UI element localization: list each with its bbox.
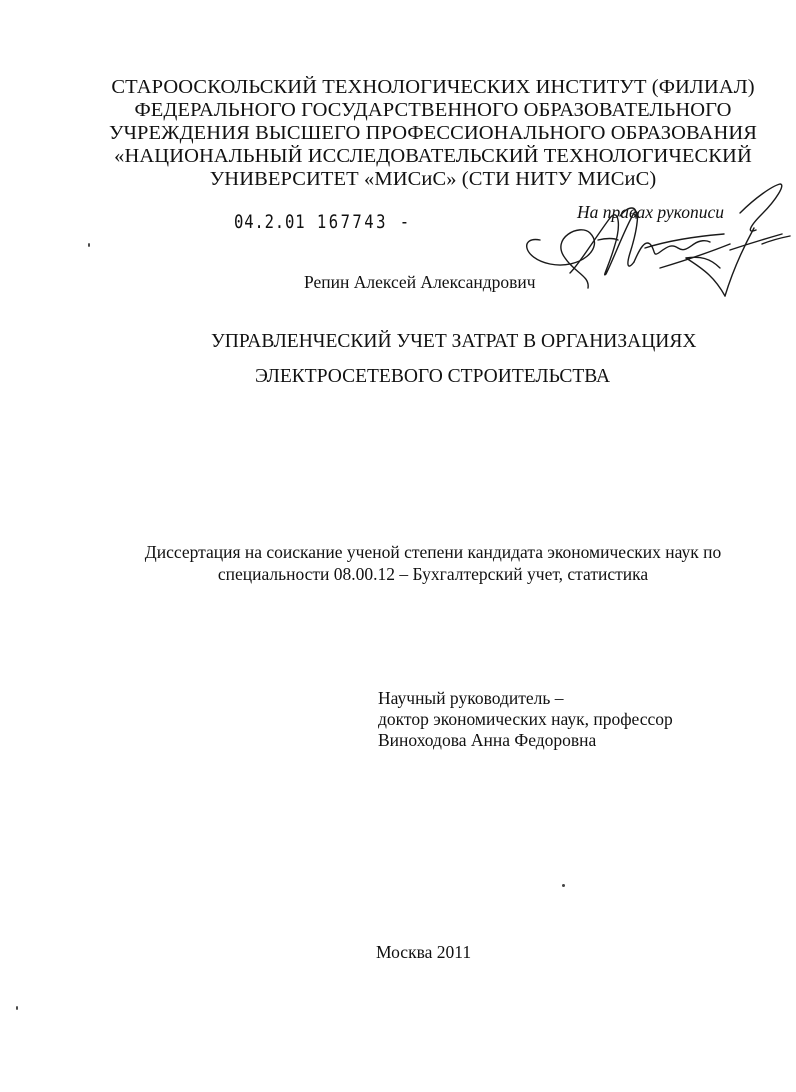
scan-speck (562, 884, 565, 887)
header-line-4: «НАЦИОНАЛЬНЫЙ ИССЛЕДОВАТЕЛЬСКИЙ ТЕХНОЛОГИЧЕСКИЙ (114, 145, 752, 167)
thesis-description-line-1: Диссертация на соискание ученой степени кандидата экономических наук по (144, 542, 722, 562)
thesis-title-line-2: ЭЛЕКТРОСЕТЕВОГО СТРОИТЕЛЬСТВА (255, 366, 611, 387)
stamp-code: 04.2.01 (234, 211, 306, 233)
thesis-description-line-2: специальности 08.00.12 – Бухгалтерский учет, статистика (217, 564, 649, 584)
scan-speck (88, 243, 90, 247)
handwritten-signature (510, 178, 796, 308)
thesis-description (80, 541, 786, 585)
stamp-number: 167743 - (316, 211, 412, 233)
advisor-role: Научный руководитель – (378, 688, 564, 708)
scientific-advisor-block (378, 688, 673, 751)
header-line-3: УЧРЕЖДЕНИЯ ВЫСШЕГО ПРОФЕССИОНАЛЬНОГО ОБРАЗОВАНИЯ (108, 122, 758, 144)
header-line-2: ФЕДЕРАЛЬНОГО ГОСУДАРСТВЕННОГО ОБРАЗОВАТЕЛЬНОГО (134, 99, 732, 121)
thesis-title-line-1: УПРАВЛЕНЧЕСКИЙ УЧЕТ ЗАТРАТ В ОРГАНИЗАЦИЯХ (211, 331, 697, 352)
header-line-1: СТАРООСКОЛЬСКИЙ ТЕХНОЛОГИЧЕСКИХ ИНСТИТУТ (ФИЛИАЛ) (111, 76, 755, 98)
advisor-degree: доктор экономических наук, профессор (378, 709, 673, 729)
advisor-name: Виноходова Анна Федоровна (378, 730, 597, 750)
city-year: Москва 2011 (376, 942, 472, 962)
institution-header (80, 76, 786, 191)
author-name: Репин Алексей Александрович (304, 272, 536, 292)
scan-speck (16, 1006, 18, 1010)
header-line-5: УНИВЕРСИТЕТ «МИСиС» (СТИ НИТУ МИСиС) (209, 168, 657, 190)
registration-stamp (234, 211, 412, 233)
manuscript-rights-label: На правах рукописи (577, 202, 724, 222)
